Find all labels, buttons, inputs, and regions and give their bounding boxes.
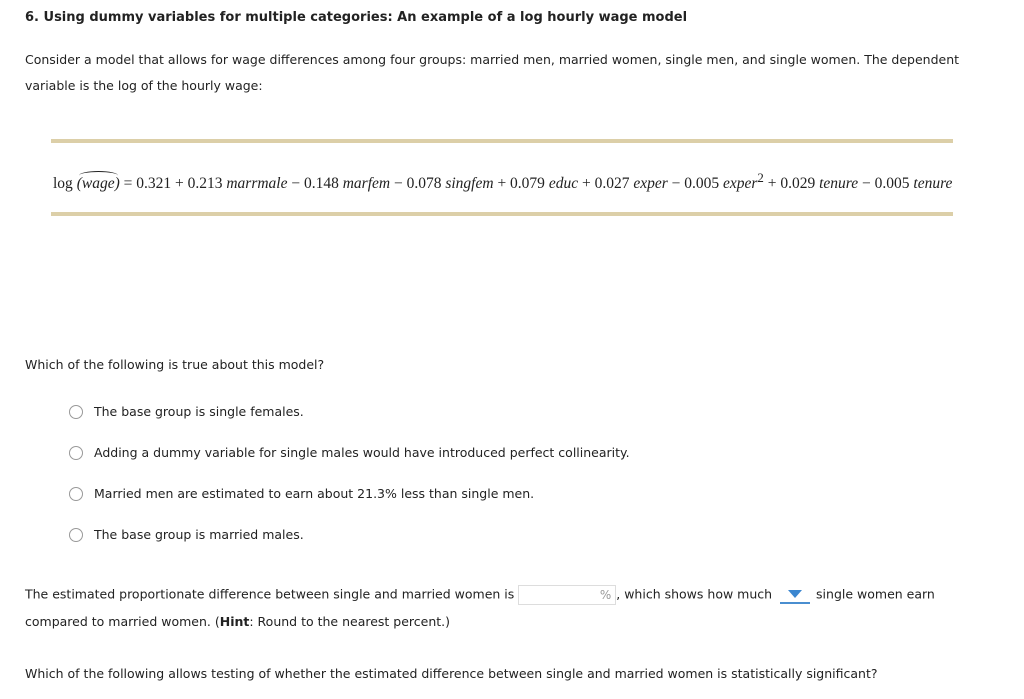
- q2-text: The estimated proportionate difference between single and married women is: [25, 586, 515, 602]
- intro-text: [25, 47, 959, 99]
- section-title: 6. Using dummy variables for multiple categories: An example of a log hourly wage model: [25, 10, 688, 25]
- eq-var: tenure: [913, 175, 953, 193]
- eq-var: marfem: [342, 175, 391, 193]
- eq-sup: 2: [757, 170, 764, 185]
- eq-term: + 0.079: [493, 175, 549, 193]
- eq-term: − 0.148: [287, 175, 343, 193]
- question-2-line-2: [25, 614, 450, 629]
- option-label: The base group is married males.: [94, 527, 304, 542]
- radio-button[interactable]: [69, 446, 83, 460]
- equation-bottom-rule: [51, 212, 953, 216]
- radio-button[interactable]: [69, 487, 83, 501]
- option-2[interactable]: [69, 445, 630, 460]
- option-label: Adding a dummy variable for single males would have introduced perfect collinearity.: [94, 445, 630, 460]
- intro-line-1: Consider a model that allows for wage differences among four groups: married men, married women, single men, and single women. The dependent: [25, 52, 960, 67]
- eq-term: − 0.005: [667, 175, 723, 193]
- radio-button[interactable]: [69, 405, 83, 419]
- eq-var: exper: [633, 175, 668, 193]
- percent-unit: %: [599, 588, 612, 602]
- option-4[interactable]: [69, 527, 304, 542]
- question-1: Which of the following is true about this model?: [25, 357, 325, 372]
- eq-term: − 0.078: [390, 175, 446, 193]
- eq-var: exper: [723, 175, 758, 193]
- eq-lhs-var: (wage): [76, 175, 120, 193]
- more-less-dropdown[interactable]: [780, 586, 810, 604]
- question-3: Which of the following allows testing of whether the estimated difference between single and married women is statistically significant?: [25, 666, 878, 681]
- equation-top-rule: [51, 139, 953, 143]
- q2-text: compared to married women. (: [25, 614, 220, 629]
- eq-var: tenure: [819, 175, 859, 193]
- eq-var: marrmale: [226, 175, 288, 193]
- option-3[interactable]: [69, 486, 534, 501]
- regression-equation: [53, 170, 952, 193]
- eq-term: + 0.027: [578, 175, 634, 193]
- radio-button[interactable]: [69, 528, 83, 542]
- eq-term: = 0.321 + 0.213: [119, 175, 227, 193]
- q2-text: : Round to the nearest percent.): [249, 614, 451, 629]
- eq-term: + 0.029: [763, 175, 820, 193]
- eq-term: − 0.005: [858, 175, 914, 193]
- option-label: The base group is single females.: [94, 404, 304, 419]
- option-1[interactable]: [69, 404, 304, 419]
- q2-text: , which shows how much: [616, 586, 773, 602]
- q2-text: single women earn: [816, 586, 935, 602]
- eq-var: singfem: [445, 175, 494, 193]
- eq-hat: [77, 175, 120, 193]
- hint-label: Hint: [219, 614, 250, 629]
- option-label: Married men are estimated to earn about 21.3% less than single men.: [94, 486, 535, 501]
- eq-log: log: [53, 175, 73, 193]
- question-2-line-1: [25, 585, 935, 605]
- intro-line-2: variable is the log of the hourly wage:: [25, 78, 263, 93]
- eq-var: educ: [548, 175, 579, 193]
- percent-input[interactable]: [518, 585, 616, 605]
